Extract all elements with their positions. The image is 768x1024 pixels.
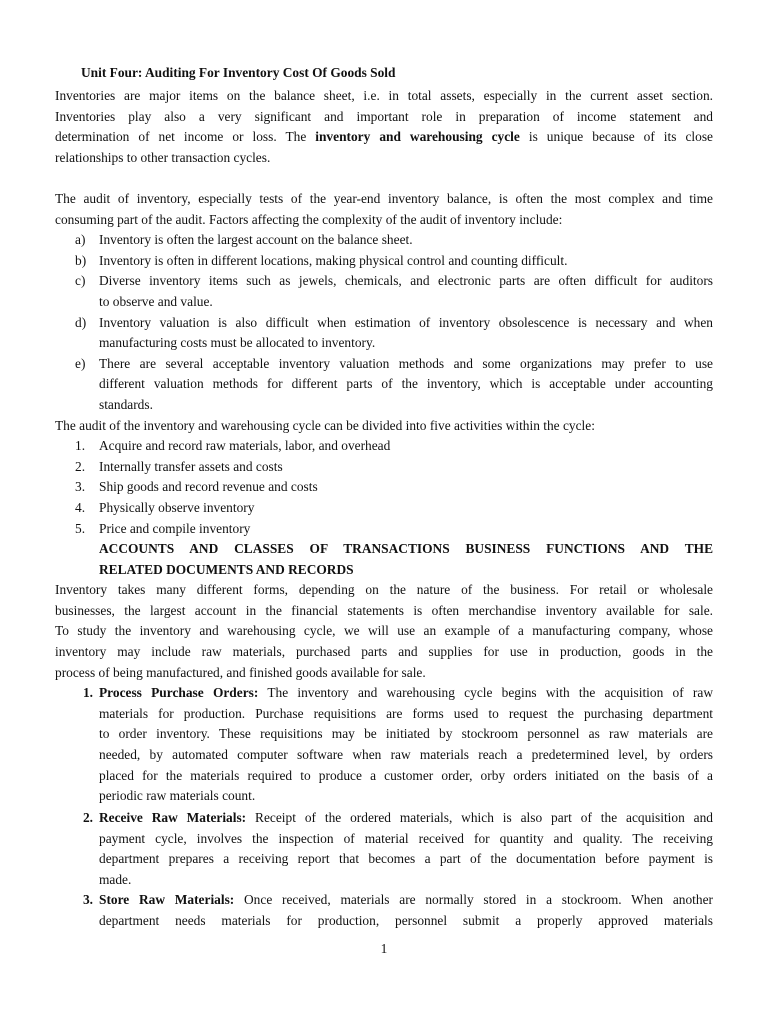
- function-label: Process Purchase Orders:: [99, 685, 259, 701]
- section-heading-line-1: ACCOUNTS AND CLASSES OF TRANSACTIONS BUSINESS FUNCTIONS AND THE: [99, 541, 713, 556]
- audit-para-line-2: consuming part of the audit. Factors affecting the complexity of the audit of inventory include:: [55, 211, 563, 227]
- list-marker: b): [75, 252, 87, 268]
- list-marker: d): [75, 314, 87, 330]
- forms-para-line-3: To study the inventory and warehousing cycle, we will use an example of a manufacturing company, whose: [55, 623, 713, 639]
- intro-line-3: determination of net income or loss. The inventory and warehousing cycle is unique because of its close: [55, 129, 713, 145]
- list-marker: 3.: [82, 892, 93, 908]
- list-marker: 1.: [75, 438, 86, 454]
- forms-para-line-4: inventory may include raw materials, purchased parts and supplies for use in production, goods in the: [55, 644, 713, 659]
- page-number: 1: [380, 941, 388, 956]
- forms-para-line-2: businesses, the largest account in the financial statements is often merchandise inventory available for sale.: [55, 602, 713, 618]
- forms-para-line-1: Inventory takes many different forms, depending on the nature of the business. For retail or wholesale: [55, 582, 713, 598]
- cycle-intro: The audit of the inventory and warehousing cycle can be divided into five activities within the cycle:: [55, 417, 595, 433]
- key-term: inventory and warehousing cycle: [315, 129, 520, 145]
- unit-title: Unit Four: Auditing For Inventory Cost Of Goods Sold: [81, 65, 396, 80]
- list-marker: 5.: [75, 520, 86, 536]
- list-marker: 3.: [75, 479, 86, 495]
- section-heading-line-2: RELATED DOCUMENTS AND RECORDS: [99, 561, 354, 577]
- list-marker: 2.: [82, 810, 93, 825]
- list-marker: 4.: [75, 500, 86, 515]
- forms-para-line-5: process of being manufactured, and finished goods available for sale.: [55, 664, 426, 680]
- document-page: Unit Four: Auditing For Inventory Cost Of Goods Sold Inventories are major items on the balance sheet, i.e. in total assets, especially in the current asset section. Inventories play also a very significant and important role in preparation of income statement and determination of net income or loss. The inventory and warehousing cycle is unique because of its close relationships to other transaction cycles. The audit of inventory, especially tests of the year-end inventory balance, is often the most complex and time consuming part of the audit. Factors affecting the complexity of the audit of inventory include: a) Inventory is often the largest account on the balance sheet. b) Inventory is often in different locations, making physical control and counting difficult. c) Diverse inventory items such as jewels, chemicals, and electronic parts are often difficult for auditors to observe and value. d) Inventory valuation is also difficult when estimation of inventory obsolescence is necessary and when manufacturing costs must be allocated to inventory. e) There are several acceptable inventory valuation methods and some organizations may prefer to use different valuation methods for different parts of the inventory, which is acceptable under accounting standards. The audit of the inventory and warehousing cycle can be divided into five activities within the cycle: 1. Acquire and record raw materials, labor, and overhead 2. Internally transfer assets and costs 3. Ship goods and record revenue and costs 4. Physically observe inventory 5. Price and compile inventory ACCOUNTS AND CLASSES OF TRANSACTIONS BUSINESS FUNCTIONS AND THE RELATED DOCUMENTS AND RECORDS Inventory takes many different forms, depending on the nature of the business. For retail or wholesale businesses, the largest account in the financial statements is often merchandise inventory available for sale. To study the inventory and warehousing cycle, we will use an example of a manufacturing company, whose inventory may include raw materials, purchased parts and supplies for use in production, goods in the process of being manufactured, and finished goods available for sale. 1. Process Purchase Orders: The inventory and warehousing cycle begins with the acquisition of raw materials for production. Purchase requisitions are forms used to request the purchasing department to order inventory. These requisitions may be initiated by stockroom personnel as raw materials are needed, by automated computer software when raw materials reach a predetermined level, by orders placed for the materials required to produce a customer order, orby orders initiated on the basis of a periodic raw materials count. 2. Receive Raw Materials: Receipt of the ordered materials, which is also part of the acquisition and payment cycle, involves the inspection of material received for quantity and quality. The receiving department prepares a receiving report that becomes a part of the documentation before payment is made. 3. Store Raw Materials: Once received, materials are normally stored in a stockroom. When another department needs materials for production, personnel submit a properly approved materials 1: [0, 0, 768, 1024]
- list-marker: 2.: [75, 458, 86, 474]
- list-marker: c): [75, 273, 86, 289]
- intro-line-1: Inventories are major items on the balance sheet, i.e. in total assets, especially in the current asset section.: [55, 88, 713, 103]
- list-marker: a): [75, 232, 86, 248]
- audit-para-line-1: The audit of inventory, especially tests of the year-end inventory balance, is often the most complex and time: [55, 191, 713, 206]
- list-marker: e): [75, 355, 86, 371]
- function-label: Receive Raw Materials:: [99, 810, 247, 825]
- function-label: Store Raw Materials:: [99, 892, 235, 908]
- list-marker: 1.: [82, 685, 93, 701]
- intro-line-4: relationships to other transaction cycles.: [55, 149, 271, 165]
- intro-line-2: Inventories play also a very significant and important role in preparation of income statement and: [55, 108, 713, 124]
